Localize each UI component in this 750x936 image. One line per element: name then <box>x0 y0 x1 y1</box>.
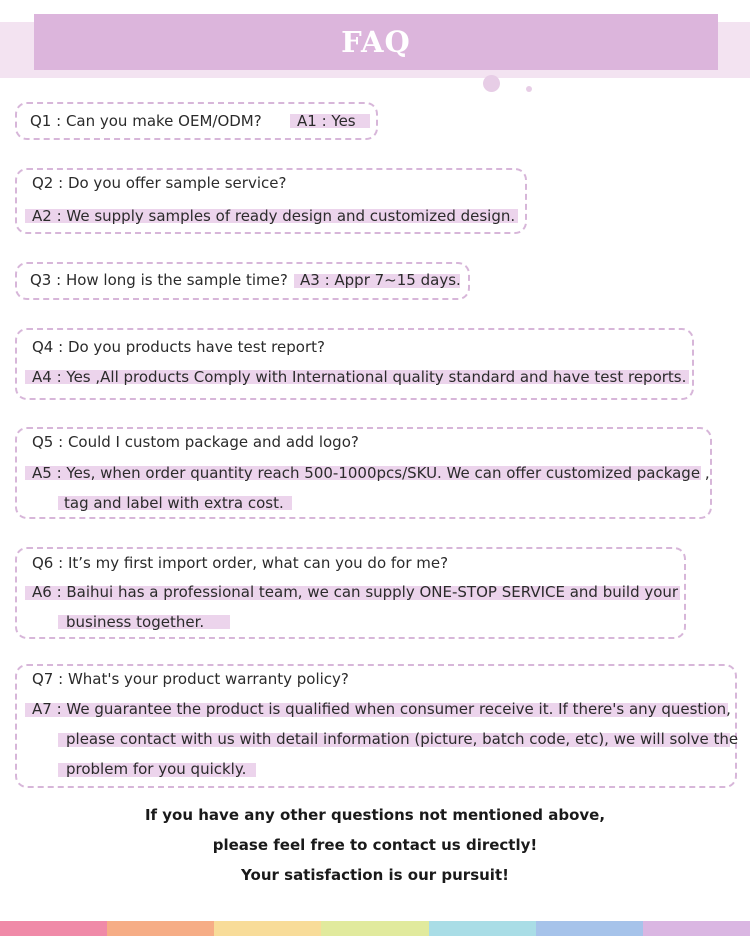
answer-4: A4 : Yes ,All products Comply with International quality standard and have test reports. <box>32 368 687 386</box>
decor-dot-large <box>483 75 500 92</box>
stripe-segment <box>643 921 750 936</box>
question-1: Q1 : Can you make OEM/ODM? <box>30 112 262 130</box>
question-5: Q5 : Could I custom package and add logo? <box>32 433 359 451</box>
question-4: Q4 : Do you products have test report? <box>32 338 325 356</box>
footer-line-1: If you have any other questions not mentioned above, <box>144 806 606 824</box>
answer-5-line-1: A5 : Yes, when order quantity reach 500-1000pcs/SKU. We can offer customized package , <box>32 464 710 482</box>
stripe-segment <box>536 921 644 936</box>
answer-5-line-2: tag and label with extra cost. <box>64 494 284 512</box>
stripe-segment <box>0 921 108 936</box>
answer-6-line-1: A6 : Baihui has a professional team, we can supply ONE-STOP SERVICE and build your <box>32 583 679 601</box>
stripe-segment <box>107 921 215 936</box>
answer-7-line-1: A7 : We guarantee the product is qualified when consumer receive it. If there's any question, <box>32 700 731 718</box>
answer-2: A2 : We supply samples of ready design and customized design. <box>32 207 516 225</box>
answer-1: A1 : Yes <box>297 112 356 130</box>
stripe-segment <box>429 921 537 936</box>
stripe-segment <box>214 921 322 936</box>
footer-line-2: please feel free to contact us directly! <box>212 836 538 854</box>
answer-7-line-2: please contact with us with detail information (picture, batch code, etc), we will solve the <box>66 730 739 748</box>
question-6: Q6 : It’s my first import order, what can you do for me? <box>32 554 449 572</box>
header-banner <box>34 14 718 70</box>
question-7: Q7 : What's your product warranty policy? <box>32 670 349 688</box>
question-3: Q3 : How long is the sample time? <box>30 271 288 289</box>
answer-7-line-3: problem for you quickly. <box>66 760 247 778</box>
answer-3: A3 : Appr 7~15 days. <box>300 271 461 289</box>
page-title: FAQ <box>341 25 411 59</box>
question-2: Q2 : Do you offer sample service? <box>32 174 287 192</box>
footer-line-3: Your satisfaction is our pursuit! <box>241 866 509 884</box>
decor-dot-small <box>526 86 532 92</box>
answer-6-line-2: business together. <box>66 613 205 631</box>
stripe-segment <box>321 921 429 936</box>
